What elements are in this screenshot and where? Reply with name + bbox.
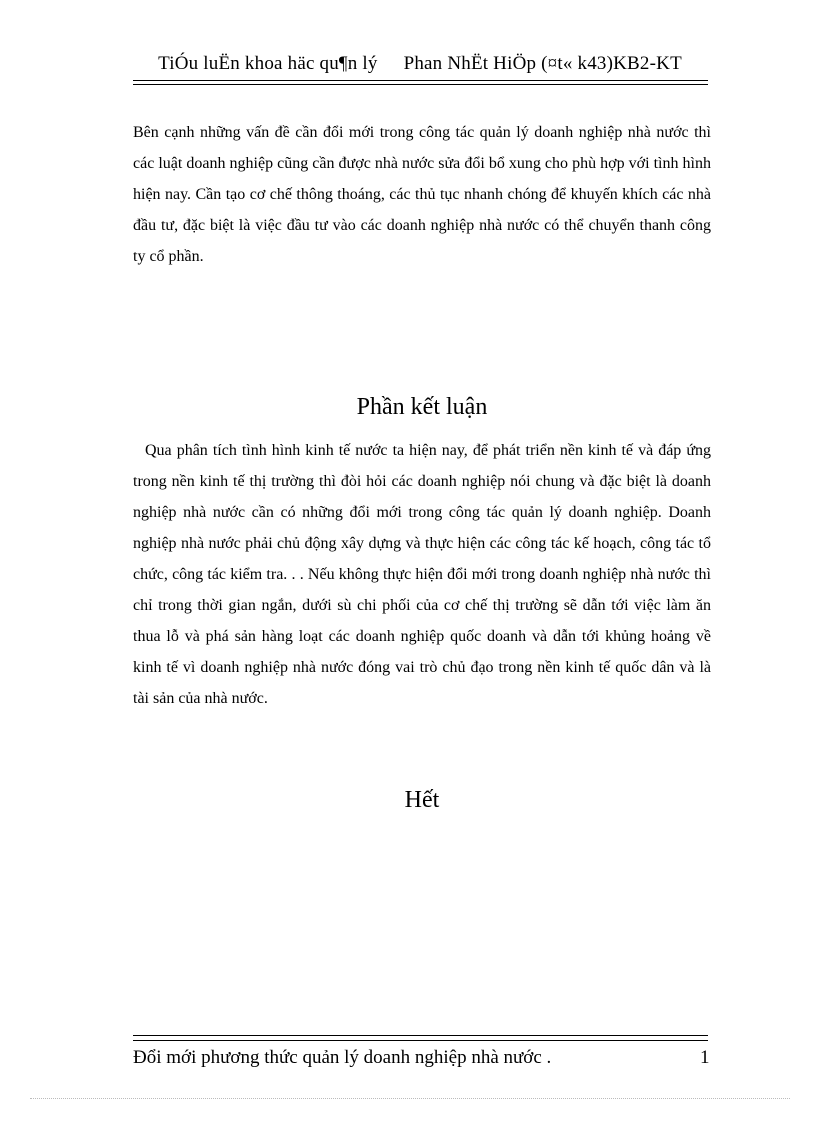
- header-right-text: Phan NhËt HiÖp (¤t« k43)KB2-KT: [403, 53, 682, 74]
- header-rule-bottom: [133, 84, 708, 85]
- page-edge-divider: [30, 1098, 790, 1099]
- end-title: Hết: [404, 787, 440, 813]
- header-rule-top: [133, 80, 708, 81]
- page-header: [133, 52, 707, 76]
- footer-rule-bottom: [133, 1040, 708, 1041]
- page-number: 1: [700, 1047, 710, 1068]
- footer-rule-top: [133, 1035, 708, 1036]
- conclusion-paragraph: Qua phân tích tình hình kinh tế nước ta hiện nay, để phát triển nền kinh tế và đáp ứng trong nền kinh tế thị trường thì đòi hỏi các doanh nghiệp nói chung và đặc biệt là doanh nghiệp nhà nước cần có những đổi mới trong công tác quản lý doanh nghiệp. Doanh nghiệp nhà nước phải chủ động xây dựng và thực hiện các công tác kế hoạch, công tác tổ chức, công tác kiểm tra. . . Nếu không thực hiện đổi mới trong doanh nghiệp nhà nước thì chỉ trong thời gian ngắn, dưới sù chi phối của cơ chế thị trường sẽ dẫn tới việc làm ăn thua lỗ và phá sản hàng loạt các doanh nghiệp quốc doanh và dẫn tới khủng hoảng về kinh tế vì doanh nghiệp nhà nước đóng vai trò chủ đạo trong nền kinh tế quốc dân và là tài sản của nhà nước.: [133, 442, 711, 707]
- header-left-text: TiÓu luËn khoa häc qu¶n lý: [158, 53, 378, 74]
- intro-paragraph: Bên cạnh những vấn đề cần đổi mới trong công tác quản lý doanh nghiệp nhà nước thì các luật doanh nghiệp cũng cần được nhà nước sửa đổi bổ xung cho phù hợp với tình hình hiện nay. Cần tạo cơ chế thông thoáng, các thủ tục nhanh chóng để khuyến khích các nhà đầu tư, đặc biệt là việc đầu tư vào các doanh nghiệp nhà nước có thể chuyển thanh công ty cổ phần.: [133, 124, 711, 265]
- footer-text: Đổi mới phương thức quản lý doanh nghiệp nhà nước .: [133, 1047, 552, 1068]
- section-title: Phần kết luận: [356, 394, 488, 420]
